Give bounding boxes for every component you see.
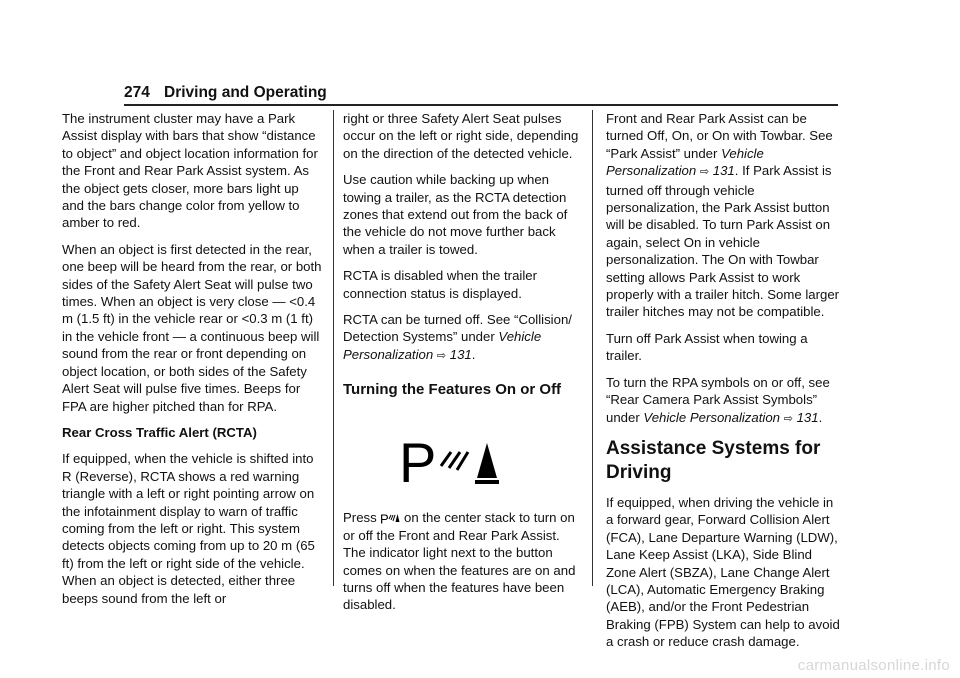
paragraph [606,110,840,321]
cross-reference-link[interactable]: Vehicle Personalization [606,145,764,179]
column-1 [62,110,324,616]
cross-reference-link[interactable]: Vehicle Personalization [643,409,781,425]
subheading-rcta: Rear Cross Traffic Alert (RCTA) [62,424,257,440]
svg-text:P: P [380,512,390,525]
paragraph: If equipped, when the vehicle is shifted into R (Reverse), RCTA shows a red warning triangle with a left or right pointing arrow on the infotainment display to warn of traffic coming from the left or right. This system detects objects coming from up to 20 m (65 ft) from the left or right side of the vehicle. When an object is detected, either three beeps sound from the left or [62,451,315,606]
page-number: 274 [124,84,150,101]
column-divider [592,110,593,586]
paragraph [343,509,579,613]
section-heading: Assistance Systems for Driving [606,437,821,483]
paragraph: RCTA is disabled when the trailer connection status is displayed. [343,268,537,301]
subheading-features: Turning the Features On or Off [343,381,562,399]
paragraph: right or three Safety Alert Seat pulses occur on the left or right side, depending on the direction of the detected vehicle. [343,111,579,161]
paragraph [606,374,840,428]
text: Press [343,510,381,526]
page-arrow-icon: ⇨ [436,349,447,362]
paragraph: The instrument cluster may have a Park Assist display with bars that show “distance to object” and object location information for the Front and Rear Park Assist system. As the object gets closer, more bars light up and the bars change color from yellow to amber to red. [62,111,318,231]
paragraph: Turn off Park Assist when towing a trailer. [606,330,808,364]
text: . If Park Assist is turned off through vehicle personalization, the Park Assist button will be disabled. To turn Park Assist on again, select On in vehicle personalization. The On with Towbar setting allows Park Assist to work properly with a trailer hitch. Some larger trailer hitches may not be compatible. [606,163,840,320]
page-reference[interactable]: 131 [712,163,735,179]
text: To turn the RPA symbols on or off, see “Rear Camera Park Assist Symbols” under [606,374,830,425]
svg-text:P: P [399,435,437,486]
page-arrow-icon: ⇨ [783,412,793,425]
cross-reference-link[interactable]: Vehicle Personalization [343,329,542,362]
paragraph: Use caution while backing up when towing a trailer, as the RCTA detection zones that extend out from the back of the vehicle do not move further back when a trailer is towed. [343,172,568,257]
paragraph [343,311,579,365]
page-header [124,84,327,102]
column-2 [343,110,579,623]
section-title: Driving and Operating [164,84,327,101]
column-3 [606,110,840,660]
park-assist-icon [399,435,504,485]
page-reference[interactable]: 131 [796,409,819,425]
column-divider [333,110,334,586]
footer-watermark: carmanualsonline.info [797,657,950,674]
page-reference[interactable]: 131 [449,346,472,362]
park-assist-icon [380,512,400,524]
text: Front and Rear Park Assist can be turned Off, On, or On with Towbar. See “Park Assist” under [606,111,833,161]
page-arrow-icon: ⇨ [699,166,710,179]
text: on the center stack to turn on or off the Front and Rear Park Assist. The indicator light next to the button comes on when the features are on and turns off when the features have been disabled. [343,510,576,613]
text: RCTA can be turned off. See “Collision/ Detection Systems” under [343,312,572,345]
header-rule [124,104,838,106]
paragraph: When an object is first detected in the rear, one beep will be heard from the rear, or both sides of the Safety Alert Seat will pulse two times. When an object is very close — <0.4 m (1.5 ft) in the vehicle rear or <0.3 m (1 ft) in the vehicle front — a continuous beep will sound from the rear or front depending on object location, or both sides of the Safety Alert Seat will pulse five times. Beeps for FPA are higher pitched than for RPA. [62,241,322,414]
paragraph: If equipped, when driving the vehicle in a forward gear, Forward Collision Alert (FCA), Lane Departure Warning (LDW), Lane Keep Assist (LKA), Side Blind Zone Alert (SBZA), Lane Change Alert (LCA), Automatic Emergency Braking (AEB), and/or the Front Pedestrian Braking (FPB) System can help to avoid a crash or reduce crash damage. [606,494,840,650]
period: . [471,346,476,362]
period: . [818,409,823,425]
